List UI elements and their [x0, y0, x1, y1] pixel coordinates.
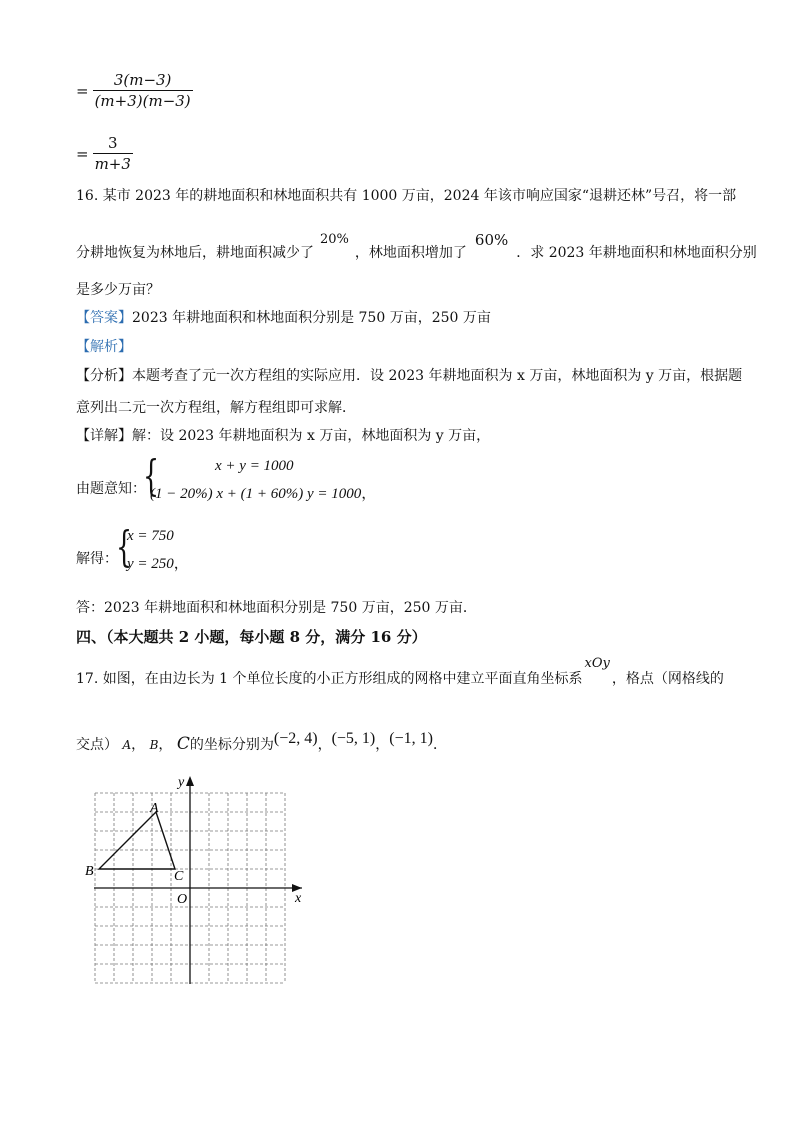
xoy-label: xOy: [584, 656, 610, 671]
fraction-denominator: (m+3)(m−3): [94, 92, 191, 110]
x-axis-label: x: [295, 891, 302, 906]
detail-line: [76, 426, 490, 446]
solution-equation-2: [127, 552, 189, 573]
y-axis-label: y: [178, 775, 185, 790]
coordinate-grid-figure: [80, 770, 320, 1000]
fraction-numerator: 3(m−3): [113, 71, 172, 89]
left-brace: {: [116, 522, 133, 571]
q17-line2-b: 的坐标分别为: [189, 737, 274, 753]
equals-sign: =: [76, 81, 89, 100]
end-mark: ．: [432, 737, 447, 753]
q17-line2-a: 交点）: [76, 737, 118, 753]
q16-line2-a: 分耕地恢复为林地后，耕地面积减少了: [76, 245, 314, 261]
fraction-numerator: 3: [107, 134, 118, 152]
solution-equation-2-text: y = 250: [127, 556, 174, 572]
point-a-label: A: [150, 801, 159, 816]
q16-line3: 是多少万亩？: [76, 282, 160, 298]
q16-percent-60: 60%: [474, 231, 509, 249]
coord-a: (−2, 4): [273, 730, 318, 747]
point-c-label: C: [176, 734, 190, 754]
q16-line2-c: ．求 2023 年耕地面积和林地面积分别: [516, 245, 757, 261]
final-answer: 答：2023 年耕地面积和林地面积分别是 750 万亩，250 万亩．: [76, 600, 477, 616]
system-equation-1: x + y = 1000: [215, 458, 294, 474]
y-axis-arrow-icon: [186, 776, 194, 786]
q17-line1-b: ，格点（网格线的: [611, 671, 724, 687]
origin-label: O: [177, 892, 188, 907]
point-a-label: A: [122, 738, 132, 752]
separator: ，: [375, 737, 390, 753]
point-c-label: C: [174, 869, 184, 884]
separator: ，: [131, 737, 146, 753]
solution-suffix: ，: [173, 556, 189, 572]
fraction-step-2: [76, 133, 133, 174]
system-prefix: 由题意知：: [76, 481, 146, 497]
coord-b: (−5, 1): [331, 730, 376, 747]
point-b-label: B: [85, 864, 94, 879]
q16-line2-b: ，林地面积增加了: [354, 245, 467, 261]
detail-tag: 【详解】: [76, 428, 132, 444]
q17-line1-a: 17. 如图，在由边长为 1 个单位长度的小正方形组成的网格中建立平面直角坐标系: [76, 671, 583, 687]
left-brace: {: [143, 451, 160, 500]
triangle-abc: [99, 812, 175, 869]
fenxi-text: 本题考查了元一次方程组的实际应用．设 2023 年耕地面积为 x 万亩，林地面积为 y 万亩，根据题: [132, 368, 743, 384]
point-b-label: B: [149, 738, 159, 752]
fenxi-line1: [76, 366, 742, 386]
q16-line2: [76, 231, 757, 264]
analysis-tag: 【解析】: [76, 339, 132, 355]
q17-line1: [76, 656, 724, 690]
section-heading: 四、（本大题共 2 小题，每小题 8 分，满分 16 分）: [76, 628, 427, 646]
fenxi-line2: 意列出二元一次方程组，解方程组即可求解．: [76, 400, 356, 416]
coord-c: (−1, 1): [389, 730, 433, 747]
q17-line2: [76, 730, 447, 755]
equals-sign: =: [76, 144, 89, 163]
q16-line1: 16. 某市 2023 年的耕地面积和林地面积共有 1000 万亩，2024 年该市响应国家“退耕还林”号召，将一部: [76, 188, 737, 204]
separator: ，: [317, 737, 332, 753]
separator: ，: [158, 737, 173, 753]
solution-equation-1: x = 750: [127, 528, 174, 544]
fenxi-tag: 【分析】: [76, 368, 132, 384]
system-equation-2-text: (1 − 20%) x + (1 + 60%) y = 1000: [150, 486, 362, 502]
system-suffix: ，: [361, 486, 377, 502]
solution-prefix: 解得：: [76, 551, 118, 567]
fraction-step-1: [76, 70, 193, 111]
q16-percent-20: 20%: [320, 232, 349, 247]
answer-text: 2023 年耕地面积和林地面积分别是 750 万亩，250 万亩: [132, 310, 491, 326]
answer-tag: 【答案】: [76, 310, 132, 326]
fraction-denominator: m+3: [94, 155, 131, 173]
system-equation-2: [150, 482, 376, 503]
answer-line: [76, 308, 491, 328]
detail-text: 解：设 2023 年耕地面积为 x 万亩，林地面积为 y 万亩，: [132, 428, 491, 444]
